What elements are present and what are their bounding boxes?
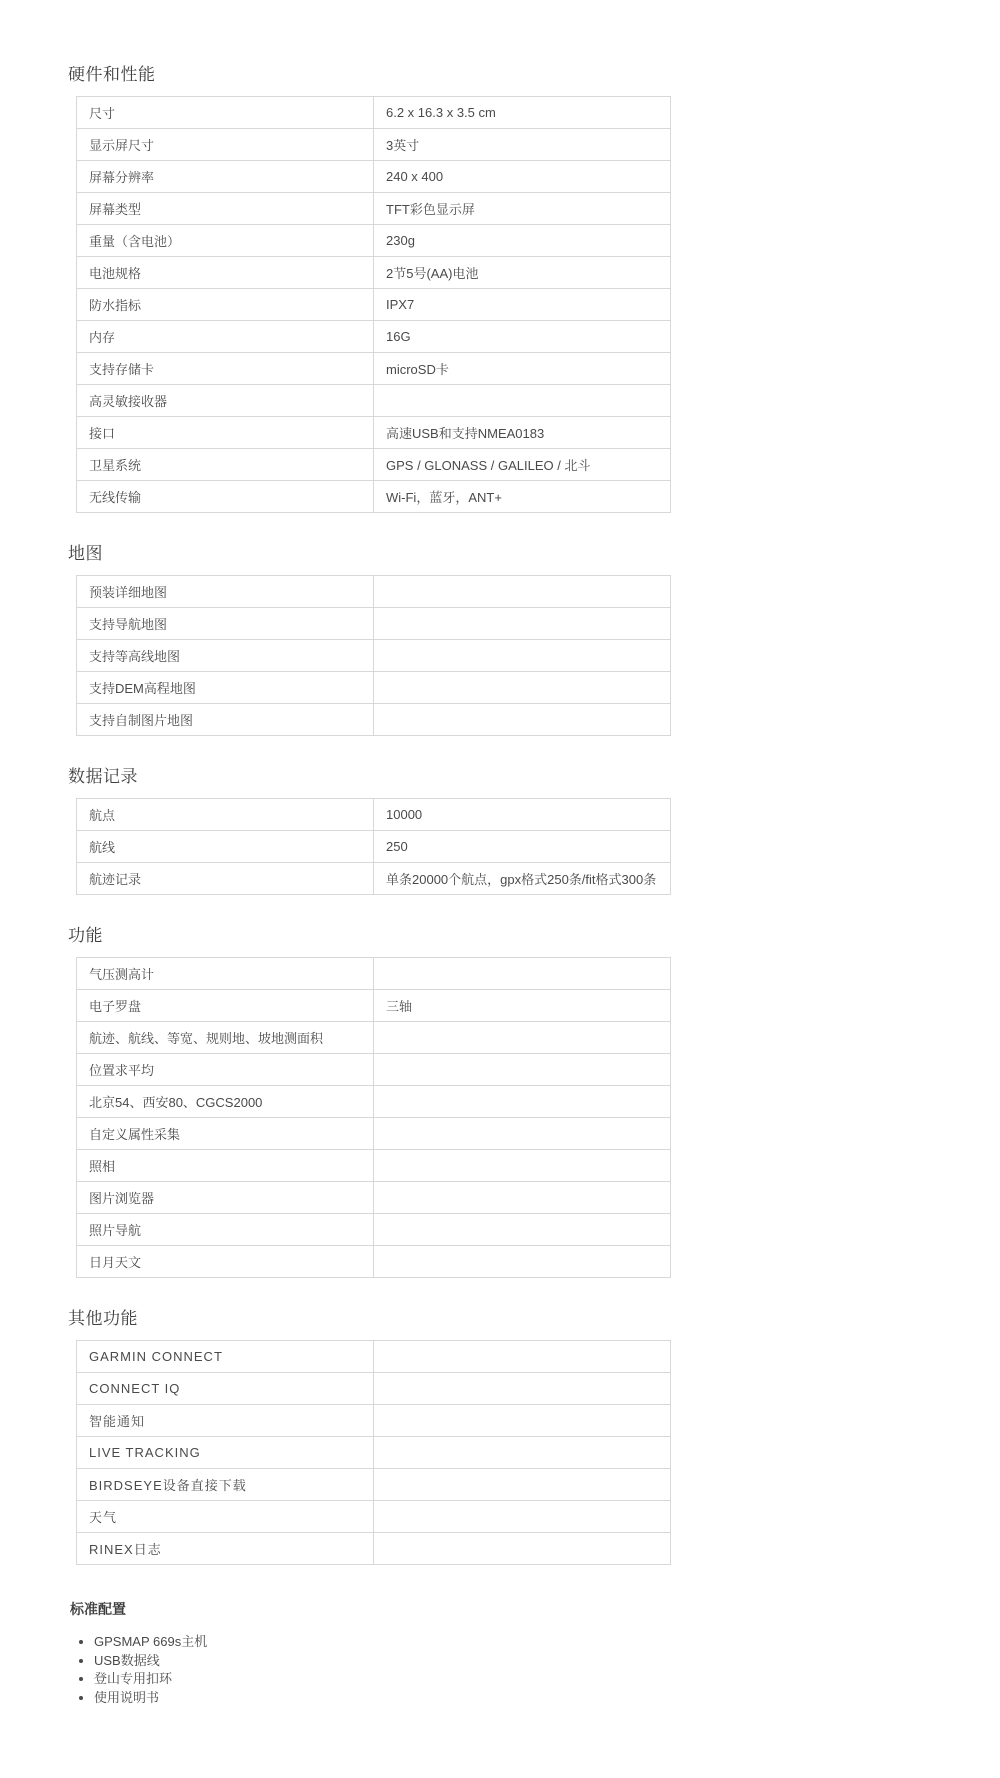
spec-row (77, 481, 671, 513)
spec-label: 电子罗盘 (77, 990, 374, 1022)
spec-label: 支持导航地图 (77, 608, 374, 640)
spec-label: 气压测高计 (77, 958, 374, 990)
spec-value (374, 1405, 671, 1437)
spec-row (77, 608, 671, 640)
spec-value (374, 1341, 671, 1373)
spec-label: 航线 (77, 831, 374, 863)
spec-label: 预装详细地图 (77, 576, 374, 608)
spec-label: 位置求平均 (77, 1054, 374, 1086)
spec-value (374, 1118, 671, 1150)
spec-label: BIRDSEYE设备直接下载 (77, 1469, 374, 1501)
spec-row (77, 1214, 671, 1246)
spec-label: 电池规格 (77, 257, 374, 289)
spec-label: 卫星系统 (77, 449, 374, 481)
spec-value: 3英寸 (374, 129, 671, 161)
section-title-maps: 地图 (68, 544, 103, 563)
spec-row (77, 1022, 671, 1054)
spec-row (77, 193, 671, 225)
spec-label: 显示屏尺寸 (77, 129, 374, 161)
spec-value: 单条20000个航点，gpx格式250条/fit格式300条 (374, 863, 671, 895)
spec-value (374, 1150, 671, 1182)
spec-row (77, 385, 671, 417)
spec-value (374, 1246, 671, 1278)
spec-value (374, 672, 671, 704)
spec-row (77, 1182, 671, 1214)
spec-value: 16G (374, 321, 671, 353)
spec-row (77, 831, 671, 863)
spec-label: 航点 (77, 799, 374, 831)
package-item: • 使用说明书 (94, 1689, 680, 1708)
spec-row (77, 1501, 671, 1533)
spec-sections (68, 60, 680, 1565)
package-item: • USB数据线 (94, 1652, 680, 1671)
spec-value (374, 1533, 671, 1565)
spec-value (374, 1214, 671, 1246)
spec-label: 防水指标 (77, 289, 374, 321)
package-list (70, 1633, 680, 1707)
spec-value (374, 1469, 671, 1501)
spec-label: 屏幕分辨率 (77, 161, 374, 193)
spec-table-other-features (76, 1340, 671, 1565)
spec-label: 航迹、航线、等宽、规则地、坡地测面积 (77, 1022, 374, 1054)
spec-value (374, 385, 671, 417)
spec-row (77, 449, 671, 481)
spec-value: Wi-Fi，蓝牙，ANT+ (374, 481, 671, 513)
spec-label: 支持自制图片地图 (77, 704, 374, 736)
spec-row (77, 576, 671, 608)
spec-label: 自定义属性采集 (77, 1118, 374, 1150)
spec-value: GPS / GLONASS / GALILEO / 北斗 (374, 449, 671, 481)
spec-row (77, 1341, 671, 1373)
standard-package-title: 标准配置 (70, 1601, 126, 1617)
spec-row (77, 1373, 671, 1405)
spec-row (77, 958, 671, 990)
spec-row (77, 417, 671, 449)
spec-label: 航迹记录 (77, 863, 374, 895)
spec-row (77, 1469, 671, 1501)
spec-value: TFT彩色显示屏 (374, 193, 671, 225)
package-item: • GPSMAP 669s主机 (94, 1633, 680, 1652)
spec-row (77, 1533, 671, 1565)
section-title-hardware: 硬件和性能 (68, 65, 156, 84)
spec-row (77, 129, 671, 161)
spec-label: 照片导航 (77, 1214, 374, 1246)
spec-row (77, 990, 671, 1022)
spec-value (374, 608, 671, 640)
spec-label: 内存 (77, 321, 374, 353)
spec-label: 支持存储卡 (77, 353, 374, 385)
spec-table-features (76, 957, 671, 1278)
package-item: • 登山专用扣环 (94, 1670, 680, 1689)
spec-row (77, 321, 671, 353)
spec-table-hardware (76, 96, 671, 513)
spec-row (77, 640, 671, 672)
spec-row (77, 704, 671, 736)
spec-label: 图片浏览器 (77, 1182, 374, 1214)
spec-label: 日月天文 (77, 1246, 374, 1278)
spec-row (77, 1246, 671, 1278)
spec-label: 智能通知 (77, 1405, 374, 1437)
spec-row (77, 289, 671, 321)
spec-label: 支持等高线地图 (77, 640, 374, 672)
section-title-data-recording: 数据记录 (68, 767, 138, 786)
spec-row (77, 1054, 671, 1086)
spec-label: LIVE TRACKING (77, 1437, 374, 1469)
spec-value (374, 640, 671, 672)
spec-value: 三轴 (374, 990, 671, 1022)
spec-row (77, 1118, 671, 1150)
spec-label: 高灵敏接收器 (77, 385, 374, 417)
spec-value: 2节5号(AA)电池 (374, 257, 671, 289)
section-title-features: 功能 (68, 926, 103, 945)
spec-value (374, 576, 671, 608)
spec-value (374, 1086, 671, 1118)
spec-row (77, 1437, 671, 1469)
spec-value (374, 1022, 671, 1054)
spec-value: 250 (374, 831, 671, 863)
spec-value: 6.2 x 16.3 x 3.5 cm (374, 97, 671, 129)
standard-package-section (70, 1599, 680, 1707)
spec-label: GARMIN CONNECT (77, 1341, 374, 1373)
spec-row (77, 353, 671, 385)
spec-value (374, 1437, 671, 1469)
spec-value: 230g (374, 225, 671, 257)
spec-label: 无线传输 (77, 481, 374, 513)
spec-table-maps (76, 575, 671, 736)
spec-value: 10000 (374, 799, 671, 831)
spec-row (77, 799, 671, 831)
spec-label: 屏幕类型 (77, 193, 374, 225)
spec-label: 尺寸 (77, 97, 374, 129)
spec-row (77, 161, 671, 193)
spec-row (77, 225, 671, 257)
spec-label: 支持DEM高程地图 (77, 672, 374, 704)
spec-table-data-recording (76, 798, 671, 895)
spec-label: RINEX日志 (77, 1533, 374, 1565)
spec-value: microSD卡 (374, 353, 671, 385)
spec-row (77, 672, 671, 704)
spec-label: 天气 (77, 1501, 374, 1533)
spec-row (77, 1086, 671, 1118)
spec-row (77, 1150, 671, 1182)
spec-value: 240 x 400 (374, 161, 671, 193)
spec-value (374, 1373, 671, 1405)
spec-value (374, 704, 671, 736)
spec-value (374, 1501, 671, 1533)
spec-label: 接口 (77, 417, 374, 449)
spec-value (374, 1182, 671, 1214)
spec-label: 照相 (77, 1150, 374, 1182)
spec-label: 重量（含电池） (77, 225, 374, 257)
spec-row (77, 863, 671, 895)
spec-value: IPX7 (374, 289, 671, 321)
spec-value: 高速USB和支持NMEA0183 (374, 417, 671, 449)
spec-label: CONNECT IQ (77, 1373, 374, 1405)
spec-label: 北京54、西安80、CGCS2000 (77, 1086, 374, 1118)
spec-value (374, 958, 671, 990)
section-title-other-features: 其他功能 (68, 1309, 138, 1328)
spec-row (77, 257, 671, 289)
spec-row (77, 1405, 671, 1437)
spec-value (374, 1054, 671, 1086)
spec-row (77, 97, 671, 129)
